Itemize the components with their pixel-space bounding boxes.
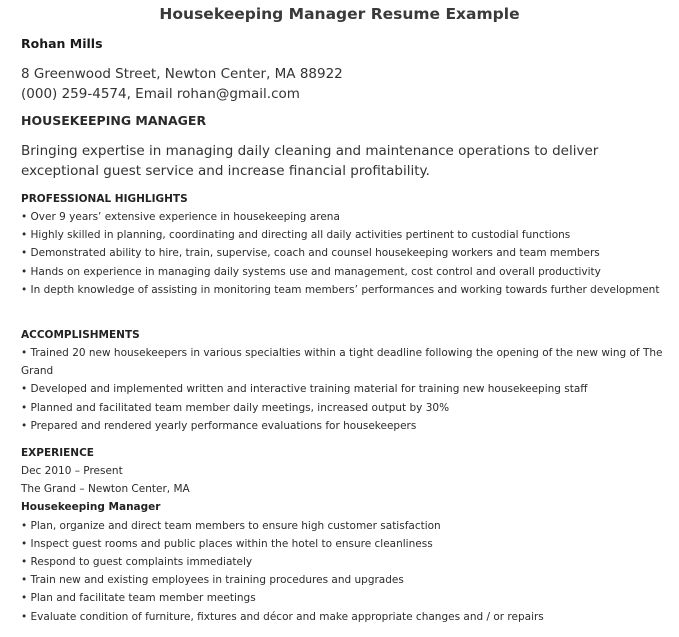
list-item: • Prepared and rendered yearly performance evaluations for housekeepers (21, 419, 417, 432)
list-item: • Highly skilled in planning, coordinating and directing all daily activities pertinent to custodial functions (21, 229, 571, 242)
list-item: • Train new and existing employees in training procedures and upgrades (21, 574, 404, 587)
list-item: • Planned and facilitated team member daily meetings, increased output by 30% (21, 401, 450, 414)
experience-dates: Dec 2010 – Present (21, 465, 123, 477)
candidate-name: Rohan Mills (21, 36, 103, 51)
experience-list (21, 517, 671, 626)
list-item: • Plan, organize and direct team members to ensure high customer satisfaction (21, 519, 441, 532)
list-item: • Developed and implemented written and interactive training material for training new housekeeping staff (21, 383, 588, 396)
highlights-list (21, 208, 671, 299)
experience-heading: EXPERIENCE (21, 447, 94, 459)
list-item: • Hands on experience in managing daily systems use and management, cost control and overall productivity (21, 265, 601, 278)
list-item: • In depth knowledge of assisting in monitoring team members’ performances and working towards further development (21, 283, 660, 296)
list-item: • Trained 20 new housekeepers in various specialties within a tight deadline following the opening of the new wing of The Grand (21, 347, 663, 378)
address-line: 8 Greenwood Street, Newton Center, MA 88922 (21, 66, 343, 82)
accomplishments-heading: ACCOMPLISHMENTS (21, 329, 140, 341)
list-item: • Evaluate condition of furniture, fixtures and décor and make appropriate changes and / or repairs (21, 610, 544, 623)
experience-section (21, 444, 671, 626)
phone-email-line: (000) 259-4574, Email rohan@gmail.com (21, 86, 300, 102)
list-item: • Plan and facilitate team member meetings (21, 592, 256, 605)
experience-employer: The Grand – Newton Center, MA (21, 483, 190, 496)
experience-role: Housekeeping Manager (21, 501, 161, 514)
list-item: • Over 9 years’ extensive experience in housekeeping arena (21, 211, 340, 223)
summary-paragraph: Bringing expertise in managing daily cleaning and maintenance operations to deliver exceptional guest service and increase financial profitability. (21, 143, 599, 179)
list-item: • Respond to guest complaints immediately (21, 556, 253, 569)
highlights-heading: PROFESSIONAL HIGHLIGHTS (21, 193, 188, 205)
job-heading: HOUSEKEEPING MANAGER (21, 113, 207, 128)
list-item: • Inspect guest rooms and public places within the hotel to ensure cleanliness (21, 537, 433, 550)
highlights-section (21, 190, 671, 299)
accomplishments-list (21, 344, 671, 435)
document-title: Housekeeping Manager Resume Example (159, 5, 520, 23)
list-item: • Demonstrated ability to hire, train, supervise, coach and counsel housekeeping workers and team members (21, 247, 600, 260)
accomplishments-section (21, 326, 671, 435)
